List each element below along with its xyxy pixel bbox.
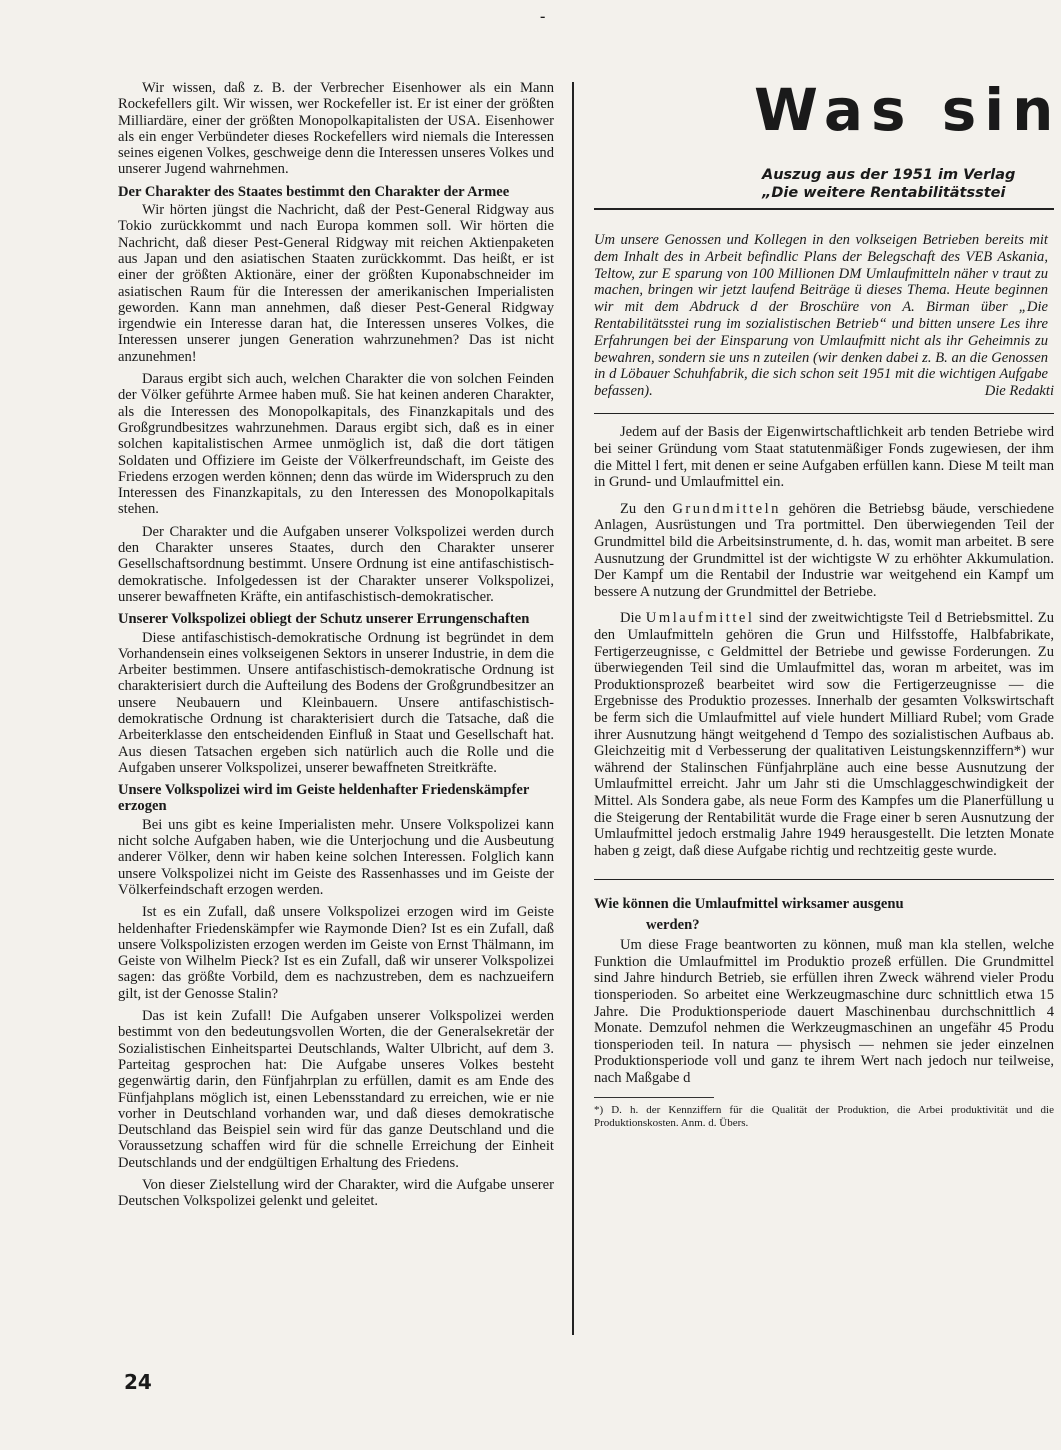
emphasis: Grundmitteln — [672, 500, 781, 517]
paragraph — [594, 610, 1054, 859]
footnote: *) D. h. der Kennziffern für die Qualität der Produktion, die Arbei produktivität und die Produktionskosten. Anm. d. Übers. — [594, 1103, 1054, 1129]
article-subtitle: „Die weitere Rentabilitätsstei — [762, 185, 1006, 201]
title-rule — [594, 208, 1054, 210]
paragraph: Daraus ergibt sich auch, welchen Charakter die von solchen Feinden der Völker geführte Armee haben muß. Sie hat keinen anderen Charakter, als die Interessen des Monopolkapitals, des Finanzkapitals und des Großgrundbesitzes wahrzunehmen. Daraus ergibt sich, daß es in einer solchen kapitalistischen Armee unmöglich ist, daß die dort tätigen Soldaten und Offiziere im Geiste der Völkerfreundschaft, im Geiste des Friedens erzogen werden können; denn das würde im Widerspruch zu den Interessen des Finanzkapitals, zu den Interessen des Monopolkapitals stehen. — [118, 371, 554, 518]
paragraph: Diese antifaschistisch-demokratische Ordnung ist begründet in dem Vorhandensein eines volkseigenen Sektors in unserer Industrie, in dem die Arbeiter bestimmen. Unsere antifaschistisch-demokratische Ordnung ist charakterisiert durch die Aufteilung des Bodens der Großgrundbesitzer an unsere Neubauern und Kleinbauern. Unsere antifaschistisch-demokratische Ordnung ist charakterisiert durch die Tatsache, daß die Arbeiterklasse den entscheidenden Einfluß in Staat und Gesellschaft hat. Aus diesen Tatsachen ergeben sich natürlich auch die Rolle und die Aufgaben unserer Volkspolizei, unserer bewaffneten Streitkräfte. — [118, 629, 554, 776]
paragraph — [594, 501, 1054, 601]
article-body — [594, 424, 1054, 859]
intro-rule — [594, 413, 1054, 414]
section-heading: Der Charakter des Staates bestimmt den Charakter der Armee — [118, 183, 510, 200]
editorial-intro: Um unsere Genossen und Kollegen in den volkseigen Betrieben bereits mit dem Inhalt des in Arbeit befindlic Plans der Belegschaft des VEB Askania, Teltow, zur E sparung von 100 Millionen DM Umlaufmitteln näher v traut zu machen, bringen wir jetzt laufend Beiträge ü dieses Thema. Heute beginnen wir mit dem Abdruck d der Broschüre von A. Birman über „Die Rentabilitätsstei rung im sozialistischen Betrieb“ und bitten unsere Les ihre Erfahrungen bei der Einsparung von Umlaufmitt nicht als ihr Geheimnis zu bewahren, sondern sie uns n zuteilen (wir denken dabei z. B. an die Genossen in d Löbauer Schuhfabrik, die sich schon seit 1951 mit die wichtigen Aufgabe befassen). — [594, 232, 1048, 400]
paragraph: Wir wissen, daß z. B. der Verbrecher Eisenhower als ein Mann Rockefellers gilt. Wir wissen, wer Rockefeller ist. Er ist einer der größten Milliardäre, einer der größten Monopolkapitalisten der USA. Eisenhower als ein enger Verbündeter dieses Rockefellers wird niemals die Interessen seines eigenen Volkes, geschweige denn die Interessen unseres Volkes und unserer Jugend wahrnehmen. — [118, 80, 554, 178]
paragraph: Bei uns gibt es keine Imperialisten mehr. Unsere Volkspolizei kann nicht solche Aufgaben haben, wie die Unterjochung und die Ausbeutung anderer Völker, denn wir haben keine solchen Interessen. Folglich kann unsere Volkspolizei nicht im Geiste des Rassenhasses und im Geiste der Völkerfeindschaft erzogen werden. — [118, 816, 554, 898]
paragraph: Das ist kein Zufall! Die Aufgaben unserer Volkspolizei werden bestimmt von den bedeutungsvollen Worten, die der Generalsekretär der Sozialistischen Einheitspartei Deutschlands, Walter Ulbricht, auf dem 3. Parteitag gesprochen hat: Die Aufgabe unseres Volkes besteht gegenwärtig darin, den Fünfjahrplan zu erfüllen, damit es am Ende des Fünfjahplans möglich ist, einen Lebensstandard zu erreichen, wie er nie vorher in Deutschland vorhanden war, und daß dieses demokratische Deutschland das Beispiel sein wird für das ganze Deutschland und die Voraussetzung schaffen wird für die schnelle Erreichung der Einheit Deutschlands und der endgültigen Erhaltung des Friedens. — [118, 1008, 554, 1171]
section-heading-continued: werden? — [646, 916, 700, 933]
paragraph: Jedem auf der Basis der Eigenwirtschaftlichkeit arb tenden Betriebe wird bei seiner Gründung vom Staat statutenmäßiger Fonds zugewiesen, der ihm die Mittel l fert, mit denen er seine Aufgaben erfüllen kann. Diese M teilt man in Grund- und Umlaufmittel ein. — [594, 424, 1054, 491]
column-divider — [572, 82, 574, 1335]
paragraph: Wir hörten jüngst die Nachricht, daß der Pest-General Ridgway aus Tokio zurückkommt und nach Europa kommen soll. Wir hörten die Nachricht, daß dieser Pest-General Ridgway mit reichen Aktienpaketen aus Japan und den asiatischen Staaten zurückkommt. Das heißt, er ist einer der größten Aktionäre, einer der größten Kuponabschneider im asiatischen Raum für die Interessen der amerikanischen Imperialisten geworden. Kann man annehmen, daß dieser Pest-General Ridgway irgendwie ein Interesse daran hat, die Interessen unseres Volkes, die Interessen unserer jungen Generation wahrzunehmen? Das ist nicht anzunehmen! — [118, 202, 554, 365]
section-heading: Wie können die Umlaufmittel wirksamer ausgenu — [594, 896, 904, 913]
corner-mark: - — [540, 8, 546, 25]
text-fragment: gehören die Betriebsg bäude, verschiedene Anlagen, Ausrüstungen und Tra portmittel. Den überwiegenden Teil der Grundmittel bild die Arbeitsinstrumente, d. h. das, womit man arbeitet. B sere Ausnutzung der Grundmittel ist der wichtigste W zu erhöhter Akkumulation. Der Kampf um die Rentabil der Industrie war weitgehend ein Kampf um bessere A nutzung der Grundmittel der Betriebe. — [594, 500, 1055, 600]
page-number: 24 — [124, 1370, 152, 1394]
section-heading: Unserer Volkspolizei obliegt der Schutz unserer Errungenschaften — [118, 611, 530, 628]
editorial-signature: Die Redakti — [984, 383, 1054, 400]
right-column — [594, 76, 1061, 1130]
footnote-rule — [594, 1097, 714, 1098]
emphasis: Umlaufmittel — [645, 610, 755, 627]
section-rule — [594, 879, 1054, 880]
text-fragment: sind der zweitwichtigste Teil d Betriebsmittel. Zu den Umlaufmitteln gehören die Grun und Hilfsstoffe, Halbfabrikate, Fertigerzeugnisse, c Geldmittel der Betriebe und gewisse Forderungen. Zu überwiegenden Teil sind die Umlaufmittel das, woran m arbeitet, was im Produktionsprozeß bearbeitet wird sow die Fertigerzeugnisse — die Ergebnisse des Produktio prozesses. Innerhalb der gesamten Volkswirtschaft be ferm sich die Umlaufmittel auf viele hundert Milliard Rubel; vom Grade ihrer Ausnutzung hängt weitgehend d Tempo des sozialistischen Aufbaus ab. Gleichzeitig mit d Verbesserung der qualitativen Leistungskennziffern*) wur während der Stalinschen Fünfjahrpläne auch eine besse Ausnutzung der Umlaufmittel erreicht. Jahr um Jahr sti die Umschlaggeschwindigkeit der Mittel. Als Sondera gabe, als neue Form des Kampfes um die Planerfüllung u die Steigerung der Rentabilität wurde die Frage einer b seren Ausnutzung der Umlaufmittel jedoch erstmalig Jahre 1949 herausgestellt. Die letzten Monate haben g zeigt, daß diese Aufgabe richtig und rechtzeitig geste wurde. — [594, 610, 1055, 859]
paragraph: Der Charakter und die Aufgaben unserer Volkspolizei werden durch den Charakter unseres Staates, durch den Charakter unserer Gesellschaftsordnung bestimmt. Unsere Ordnung ist eine antifaschistisch-demokratische. Infolgedessen ist der Charakter unserer Volkspolizei, unserer bewaffneten Kräfte, ein antifaschistisch-demokratischer. — [118, 523, 554, 605]
article-subtitle: Auszug aus der 1951 im Verlag — [762, 167, 1016, 183]
text-fragment: Zu den — [620, 500, 665, 517]
paragraph: Von dieser Zielstellung wird der Charakter, wird die Aufgabe unserer Deutschen Volkspolizei gelenkt und geleitet. — [118, 1177, 554, 1210]
paragraph: Ist es ein Zufall, daß unsere Volkspolizei erzogen wird im Geiste heldenhafter Friedenskämpfer wie Raymonde Dien? Ist es ein Zufall, daß unsere Volkspolizisten erzogen werden im Geiste von Ernst Thälmann, im Geiste von Wilhelm Pieck? Ist es ein Zufall, daß wir unserer Volkspolizei sagen: das größte Vorbild, dem es nachzustreben, dem es nachzueifern gilt, ist der Genosse Stalin? — [118, 904, 554, 1002]
paragraph: Um diese Frage beantworten zu können, muß man kla stellen, welche Funktion die Umlaufmittel im Produktio prozeß erfüllen. Die Grundmittel sind Jahre hindurch Betrieb, sie erfüllen ihren Zweck während vieler Produ tionsperioden. So arbeitet eine Werkzeugmaschine durc schnittlich etwa 15 Jahre. Die Produktionsperiode dauert Maschinenbau durchschnittlich 4 Monate. Demzufol nehmen die Werkzeugmaschinen an ungefähr 45 Produ tionsperioden teil. In natura — physisch — nehmen sie jeder einzelnen Produktionsperiode voll und ganz te ihrem Wert nach jedoch nur teilweise, nach Maßgabe d — [594, 937, 1054, 1086]
left-column — [118, 80, 554, 1216]
section-heading: Unsere Volkspolizei wird im Geiste heldenhafter Friedenskämpfer erzogen — [118, 782, 530, 815]
text-fragment: Die — [620, 610, 642, 627]
article-body — [594, 937, 1054, 1086]
article-title: Was sin — [754, 76, 1061, 144]
